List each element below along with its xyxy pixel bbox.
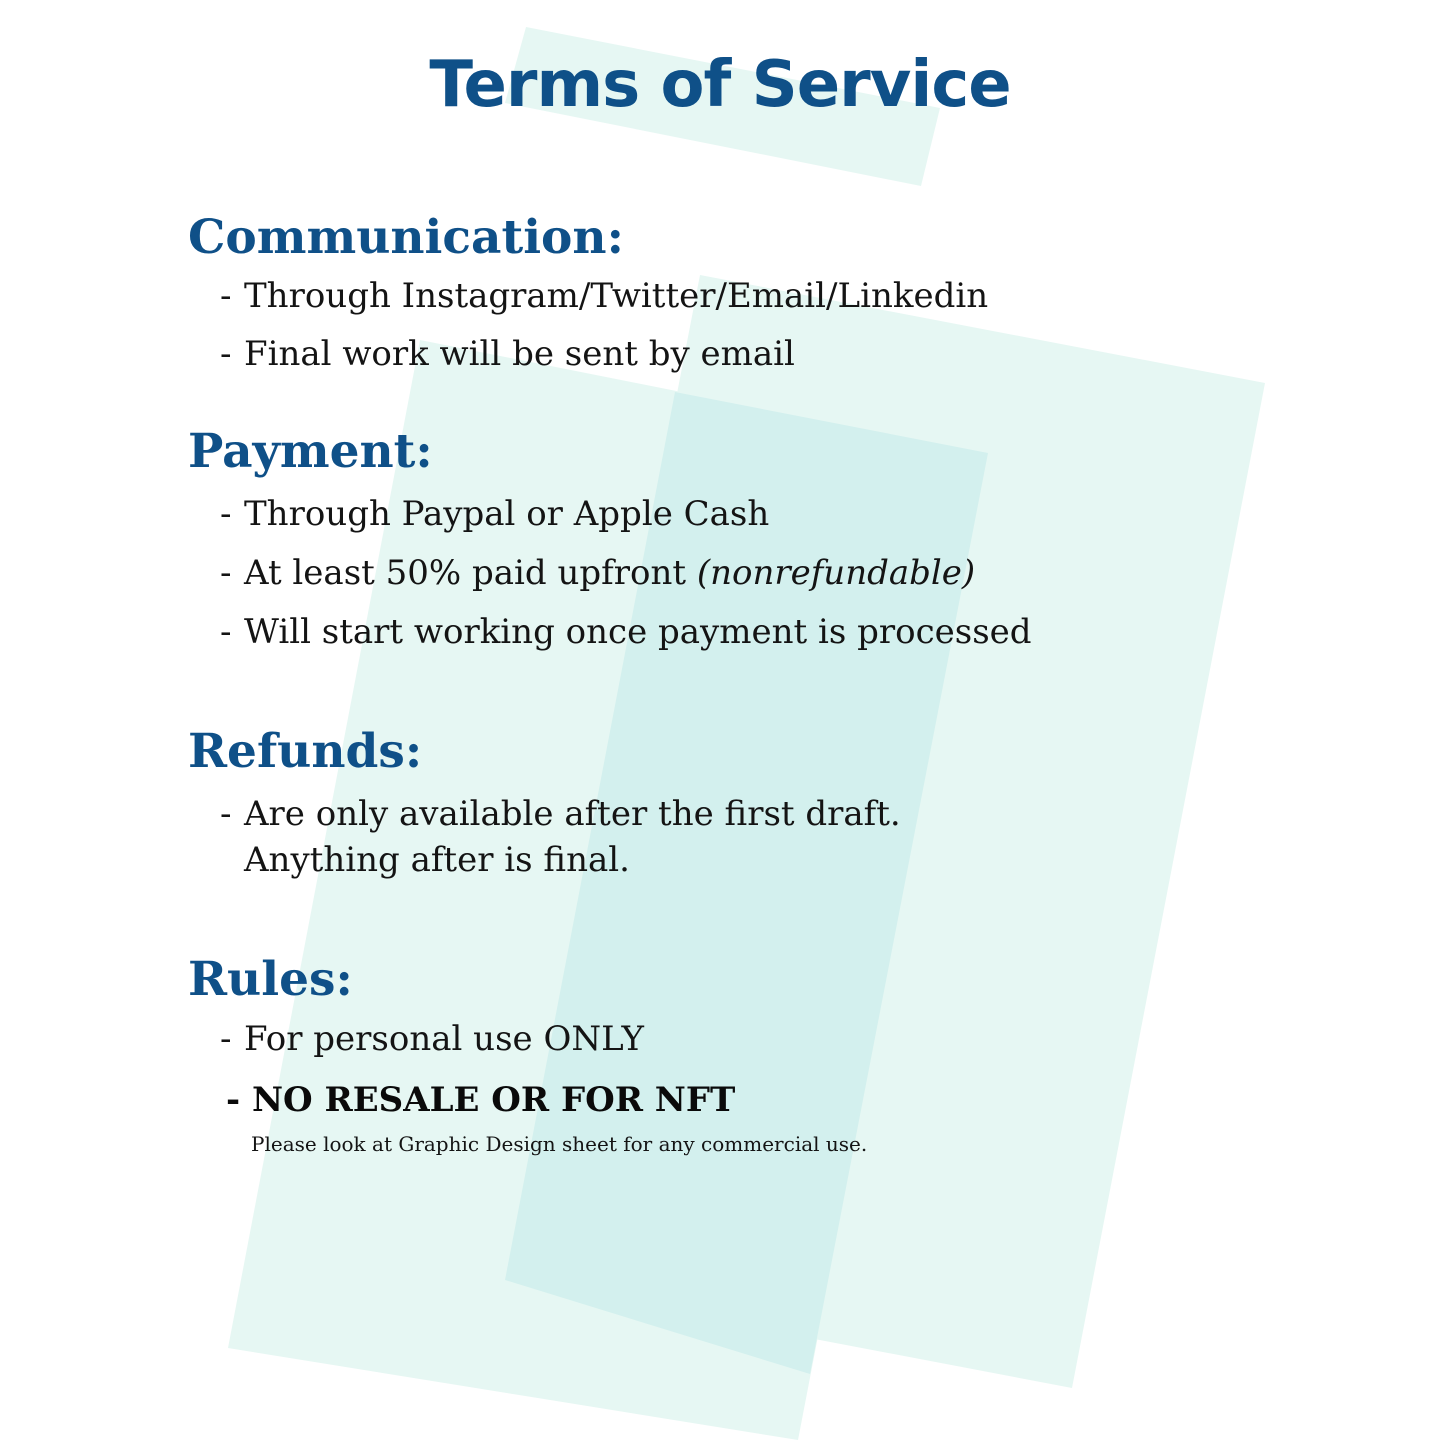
list-item: - Will start working once payment is processed (220, 612, 1032, 652)
list-item: - For personal use ONLY (220, 1019, 644, 1059)
list-item: - At least 50% paid upfront (nonrefundable) (220, 553, 976, 593)
bullet-dash: - (220, 1019, 232, 1059)
list-item: - Final work will be sent by email (220, 334, 795, 374)
list-item: - Are only available after the first draft. (220, 794, 901, 834)
page-title: Terms of Service (429, 48, 1011, 122)
bullet-dash: - (220, 334, 232, 374)
bullet-dash: - (220, 794, 232, 834)
section-heading-payment: Payment: (188, 424, 433, 479)
nonrefundable-note: (nonrefundable) (696, 553, 976, 593)
no-resale-rule: - NO RESALE OR FOR NFT (226, 1080, 736, 1120)
section-heading-refunds: Refunds: (188, 724, 423, 779)
bullet-dash: - (220, 553, 232, 593)
bullet-dash: - (220, 494, 232, 534)
list-item: - Through Paypal or Apple Cash (220, 494, 770, 534)
bullet-dash: - (220, 612, 232, 652)
section-heading-rules: Rules: (188, 952, 353, 1007)
list-item: - Through Instagram/Twitter/Email/Linkedin (220, 276, 989, 316)
commercial-use-note: Please look at Graphic Design sheet for any commercial use. (251, 1132, 868, 1156)
list-item-continuation: Anything after is final. (244, 840, 630, 880)
bullet-dash: - (220, 276, 232, 316)
section-heading-communication: Communication: (188, 210, 624, 265)
